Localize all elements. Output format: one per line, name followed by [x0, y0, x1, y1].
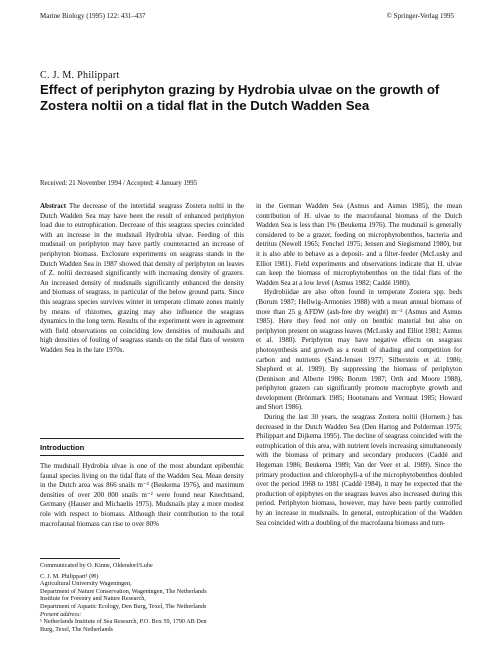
author-name: C. J. M. Philippart — [40, 70, 120, 81]
article-title — [40, 82, 460, 114]
journal-citation: Marine Biology (1995) 122: 431–437 — [40, 12, 146, 20]
affiliation-line: Institute for Forestry and Nature Research, — [40, 595, 146, 603]
section-heading-introduction: Introduction — [40, 443, 85, 452]
paragraph: in the German Wadden Sea (Asmus and Asmus 1985), the mean contribution of H. ulvae to the macrofaunal biomass of the Dutch Wadden Sea is less than 1% (Beukema 1976). The mudsnail is generally considered to be a grazer, feeding on microphytobenthos, bacteria and detritus (Newell 1965; Fenchel 1975; Jensen and Siegismund 1980), but it is also able to behave as a deposit- and a filter-feeder (McLusky and Elliot 1981). Field experiments and observations indicate that H. ulvae can keep the biomass of microphytobenthos on the tidal flats of the Wadden Sea at a low level (Asmus 1982; Caddé 1980). — [256, 202, 462, 287]
title-line-2: Zostera noltii on a tidal flat in the Dutch Wadden Sea — [40, 98, 370, 113]
affiliation-line: Agricultural University Wageningen, — [40, 580, 132, 588]
introduction-body: The mudsnail Hydrobia ulvae is one of the most abundant epibenthic faunal species living on the tidal flats of the Wadden Sea. Mean density in the Dutch area was 866 snails m⁻² (Beukema 1976), and maximum densities of over 200 000 snails m⁻² were found near Knechtsand, Germany (Hauser and Michaelis 1975). Mudsnails play a more modest role with respect to biomass. Although their contribution to the total macrofaunal biomass can rise to over 80% — [40, 462, 244, 528]
abstract — [40, 202, 244, 356]
present-address-line: ¹ Netherlands Institute of Sea Research, P.O. Box 59, 1790 AB Den — [40, 618, 207, 626]
left-column — [40, 202, 244, 356]
publisher-copyright: © Springer-Verlag 1995 — [386, 12, 454, 20]
communicated-by: Communicated by O. Kinne, Oldendorf/Luhe — [40, 562, 153, 569]
section-rule-bottom — [40, 455, 244, 456]
abstract-heading: Abstract — [40, 202, 67, 210]
present-address-line: Burg, Texel, The Netherlands — [40, 625, 113, 633]
present-address-label: Present address: — [40, 610, 82, 618]
received-dates: Received: 21 November 1994 / Accepted: 4 January 1995 — [40, 180, 198, 187]
affiliation-line: Department of Nature Conservation, Wageningen, The Netherlands — [40, 587, 207, 595]
right-column — [256, 202, 462, 528]
paragraph: Hydrobiidae are also often found in temperate Zostera spp. beds (Borum 1987; Hellwig-Armonies 1988) with a mean annual biomass of more than 25 g AFDW (ash-free dry weight) m⁻² (Asmus and Asmus 1985). Here they feed not only on benthic material but also on periphyton present on seagrass leaves (McLusky and Elliot 1981; Asmus et al. 1980). Periphyton may have negative effects on seagrass photosynthesis and growth as a result of shading and competition for carbon and nutrients (Sand-Jensen 1977; Silberstein et al. 1986; Shepherd et al. 1989). By suppressing the biomass of periphyton (Dennison and Alberte 1986; Borum 1987; Orth and Moore 1988), periphyton grazers can significantly promote macrophyte growth and development (Brönmark 1985; Hootsmans and Vermaat 1985; Howard and Short 1986). — [256, 288, 462, 412]
footnote-divider — [40, 558, 120, 559]
section-rule-top — [40, 438, 244, 439]
footnotes — [40, 562, 244, 633]
affiliation-line: Department of Aquatic Ecology, Den Burg, Texel, The Netherlands — [40, 602, 207, 610]
paragraph: During the last 30 years, the seagrass Zostera noltii (Hornem.) has decreased in the Dutch Wadden Sea (Den Hartog and Polderman 1975; Philippart and Dijkema 1995). The decline of seagrass coincided with the eutrophication of this area, with nutrient levels increasing simultaneously with the biomass of primary and secondary producers (Caddé and Hegeman 1986; Beukema 1989; Van der Veer et al. 1989). Since the primary production and chlorophyll-a of the microphytobenthos doubled over the period 1968 to 1981 (Caddé 1984), it may be expected that the production of epiphytes on the seagrass leaves also increased during this period. Periphyton biomass, however, may have been partly controlled by an increase in mudsnails. In general, eutrophication of the Wadden Sea coincided with a doubling of the macrofauna biomass and turn- — [256, 413, 462, 527]
correspondence-author: C. J. M. Philippart¹ (✉) — [40, 572, 99, 580]
abstract-body: The decrease of the intertidal seagrass Zostera noltii in the Dutch Wadden Sea may have been the result of enhanced periphyton load due to eutrophication. Decrease of this seagrass species coincided with an increase in the mudsnail Hydrobia ulvae. Feeding of this mudsnail on periphyton may have partly counteracted an increase of periphyton biomass. Exclosure experiments on seagrass stands in the Dutch Wadden Sea in 1987 showed that density of periphyton on leaves of Z. noltii decreased significantly with increasing density of grazers. An increased density of mudsnails significantly enhanced the density and biomass of seagrass, in particular of the below ground parts. Since this seagrass species survives winter in temperate climate zones mainly by means of rhizomes, grazing may also influence the seagrass dynamics in the long term. Results of the experiment were in agreement with field observations on coinciding low densities of mudsnails and high densities of fouling of seagrass stands on the tidal flats of western Wadden Sea in the late 1970s. — [40, 202, 245, 354]
title-line-1: Effect of periphyton grazing by Hydrobia ulvae on the growth of — [40, 82, 440, 97]
